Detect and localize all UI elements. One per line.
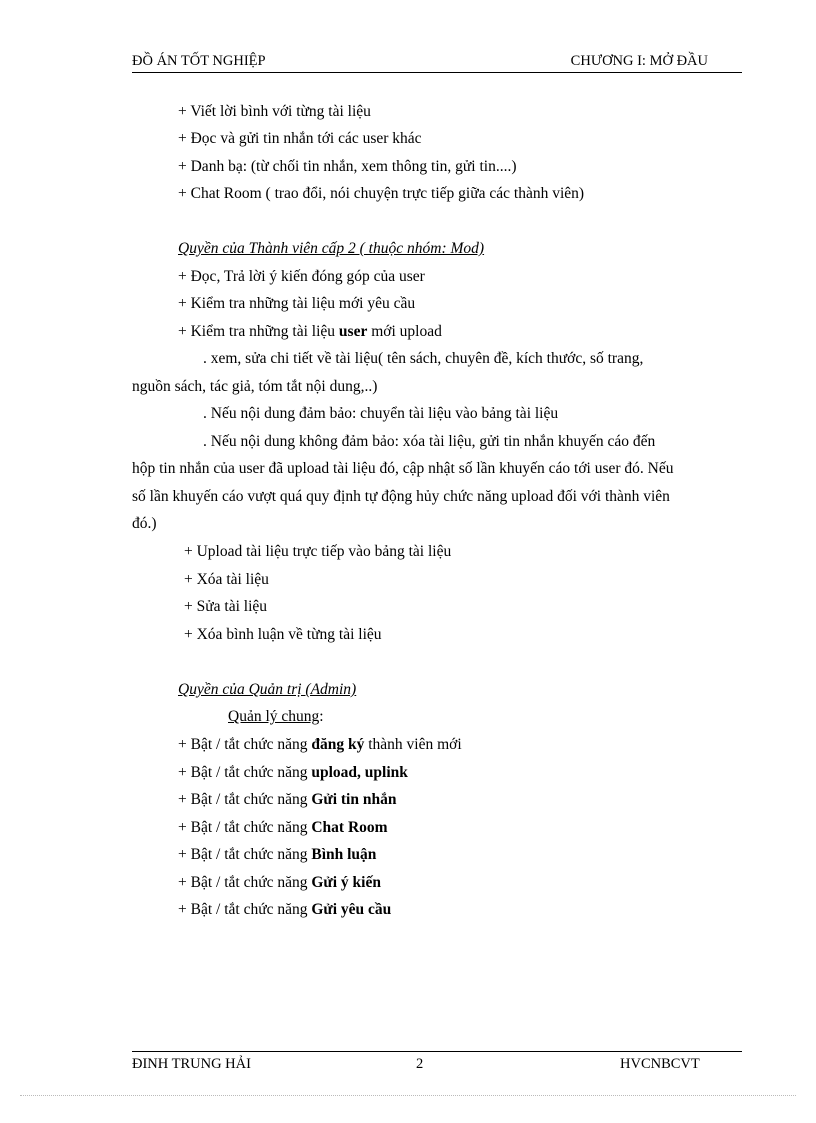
toggle-line-6 — [178, 873, 381, 893]
mod-line-5: . Nếu nội dung đảm bảo: chuyển tài liệu vào bảng tài liệu — [203, 405, 559, 422]
mod-line-1: + Đọc, Trả lời ý kiến đóng góp của user — [178, 268, 425, 285]
line-contacts: + Danh bạ: (từ chối tin nhắn, xem thông tin, gửi tin....) — [178, 158, 517, 175]
line-chatroom: + Chat Room ( trao đổi, nói chuyện trực tiếp giữa các thành viên) — [178, 185, 585, 202]
mod-line-4a: . xem, sửa chi tiết về tài liệu( tên sách, chuyên đề, kích thước, số trang, — [203, 350, 644, 367]
footer-org: HVCNBCVT — [620, 1056, 700, 1072]
footer-author: ĐINH TRUNG HẢI — [132, 1056, 251, 1072]
admin-sub-colon: : — [319, 708, 324, 725]
mod-line-10: + Xóa bình luận về từng tài liệu — [184, 626, 382, 643]
header-left: ĐỒ ÁN TỐT NGHIỆP — [132, 53, 266, 69]
toggle-prefix: + Bật / tắt chức năng — [178, 736, 312, 753]
toggle-line-5 — [178, 845, 376, 865]
mod-line-7: + Upload tài liệu trực tiếp vào bảng tài liệu — [184, 543, 452, 560]
line-review: + Viết lời bình với từng tài liệu — [178, 103, 371, 120]
mod-line-6c: số lần khuyến cáo vượt quá quy định tự động hủy chức năng upload đối với thành viên — [132, 488, 670, 505]
admin-heading: Quyền của Quản trị (Admin) — [178, 681, 357, 698]
mod-line-3-pre: + Kiểm tra những tài liệu — [178, 323, 339, 340]
mod-line-3 — [178, 322, 442, 342]
mod-line-4b: nguồn sách, tác giả, tóm tắt nội dung,..) — [132, 378, 378, 395]
toggle-feature: Gửi yêu cầu — [311, 901, 392, 918]
page-break-line — [20, 1095, 796, 1096]
toggle-prefix: + Bật / tắt chức năng — [178, 846, 312, 863]
toggle-feature: Gửi tin nhắn — [311, 791, 397, 808]
toggle-feature: Gửi ý kiến — [311, 874, 381, 891]
toggle-prefix: + Bật / tắt chức năng — [178, 819, 312, 836]
toggle-line-2 — [178, 763, 408, 783]
toggle-line-3 — [178, 790, 396, 810]
mod-line-2: + Kiểm tra những tài liệu mới yêu cầu — [178, 295, 416, 312]
toggle-line-4 — [178, 818, 388, 838]
mod-line-9: + Sửa tài liệu — [184, 598, 268, 615]
toggle-feature: Bình luận — [311, 846, 377, 863]
mod-line-6a: . Nếu nội dung không đảm bảo: xóa tài liệu, gửi tin nhắn khuyến cáo đến — [203, 433, 656, 450]
mod-line-6d: đó.) — [132, 515, 157, 532]
mod-line-6b: hộp tin nhắn của user đã upload tài liệu đó, cập nhật số lần khuyến cáo tới user đó. Nếu — [132, 460, 674, 477]
toggle-prefix: + Bật / tắt chức năng — [178, 874, 312, 891]
toggle-line-7 — [178, 900, 391, 920]
footer-rule — [132, 1051, 742, 1052]
toggle-line-1 — [178, 735, 462, 755]
page-number: 2 — [416, 1056, 424, 1072]
toggle-prefix: + Bật / tắt chức năng — [178, 791, 312, 808]
mod-heading: Quyền của Thành viên cấp 2 ( thuộc nhóm: Mod) — [178, 240, 485, 257]
toggle-prefix: + Bật / tắt chức năng — [178, 901, 312, 918]
mod-line-3-bold: user — [338, 323, 368, 340]
toggle-feature: upload, uplink — [311, 764, 408, 781]
admin-subheading — [228, 707, 324, 727]
header-right: CHƯƠNG I: MỞ ĐẦU — [570, 53, 708, 69]
toggle-feature: Chat Room — [311, 819, 388, 836]
admin-sub-text: Quản lý chung — [228, 708, 320, 725]
mod-line-3-post: mới upload — [367, 323, 442, 340]
mod-line-8: + Xóa tài liệu — [184, 571, 269, 588]
toggle-tail: thành viên mới — [364, 736, 462, 753]
line-messages: + Đọc và gửi tin nhắn tới các user khác — [178, 130, 422, 147]
toggle-feature: đăng ký — [311, 736, 365, 753]
toggle-prefix: + Bật / tắt chức năng — [178, 764, 312, 781]
page-header — [132, 52, 742, 73]
